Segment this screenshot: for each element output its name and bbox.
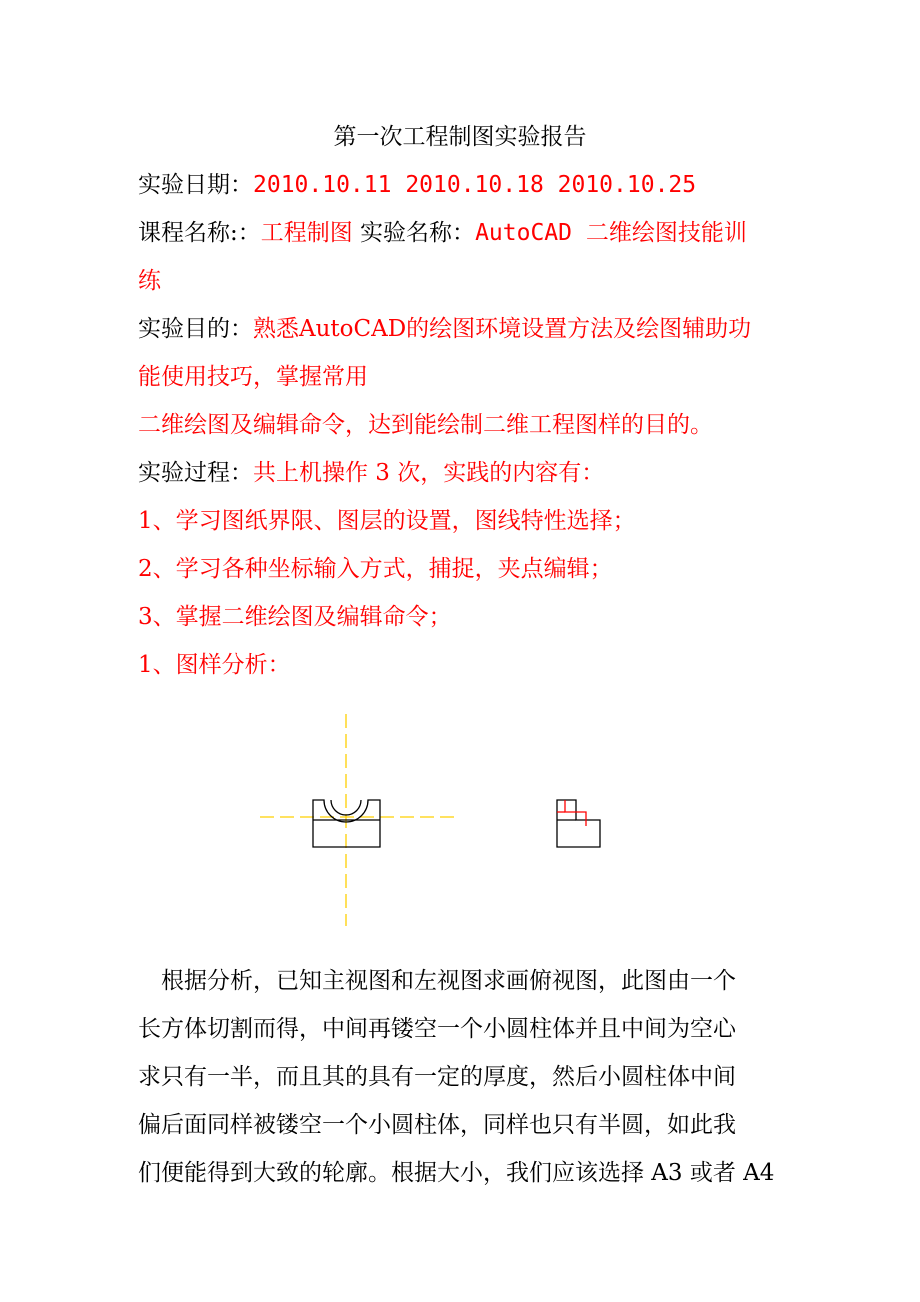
list-item: 3、掌握二维绘图及编辑命令； bbox=[138, 604, 452, 630]
purpose-text-1: 熟悉AutoCAD的绘图环境设置方法及绘图辅助功 bbox=[253, 316, 752, 342]
experiment-label: 实验名称： bbox=[352, 220, 476, 246]
purpose-label: 实验目的： bbox=[138, 316, 253, 342]
paragraph-line: 求只有一半，而且其的具有一定的厚度，然后小圆柱体中间 bbox=[138, 1064, 736, 1090]
course-line bbox=[138, 218, 747, 248]
list-item: 1、学习图纸界限、图层的设置，图线特性选择； bbox=[138, 508, 636, 534]
experiment-name-continued: 练 bbox=[138, 268, 161, 294]
date-label: 实验日期： bbox=[138, 172, 253, 198]
experiment-name: AutoCAD 二维绘图技能训 bbox=[475, 220, 747, 246]
analysis-heading: 1、图样分析： bbox=[138, 652, 291, 678]
paragraph-line: 长方体切割而得，中间再镂空一个小圆柱体并且中间为空心 bbox=[138, 1016, 736, 1042]
course-name: 工程制图 bbox=[260, 220, 353, 246]
paragraph-line: 偏后面同样被镂空一个小圆柱体，同样也只有半圆，如此我 bbox=[138, 1112, 736, 1138]
page-title: 第一次工程制图实验报告 bbox=[333, 124, 587, 150]
paragraph-line: 根据分析，已知主视图和左视图求画俯视图，此图由一个 bbox=[138, 968, 736, 994]
purpose-text-3: 二维绘图及编辑命令，达到能绘制二维工程图样的目的。 bbox=[138, 412, 713, 438]
date-value: 2010.10.11 2010.10.18 2010.10.25 bbox=[253, 172, 697, 198]
left-view bbox=[557, 800, 600, 847]
date-line bbox=[138, 170, 696, 200]
list-item: 2、学习各种坐标输入方式，捕捉，夹点编辑； bbox=[138, 556, 613, 582]
purpose-text-2: 能使用技巧，掌握常用 bbox=[138, 364, 368, 390]
process-line bbox=[138, 458, 604, 488]
course-label: 课程名称:： bbox=[138, 220, 261, 246]
process-label: 实验过程： bbox=[138, 460, 253, 486]
process-value: 共上机操作 3 次，实践的内容有： bbox=[253, 460, 605, 486]
left-view-outline bbox=[557, 800, 600, 847]
engineering-drawing bbox=[250, 712, 670, 962]
paragraph-line: 们便能得到大致的轮廓。根据大小，我们应该选择 A3 或者 A4 bbox=[138, 1160, 775, 1186]
purpose-line bbox=[138, 314, 751, 344]
